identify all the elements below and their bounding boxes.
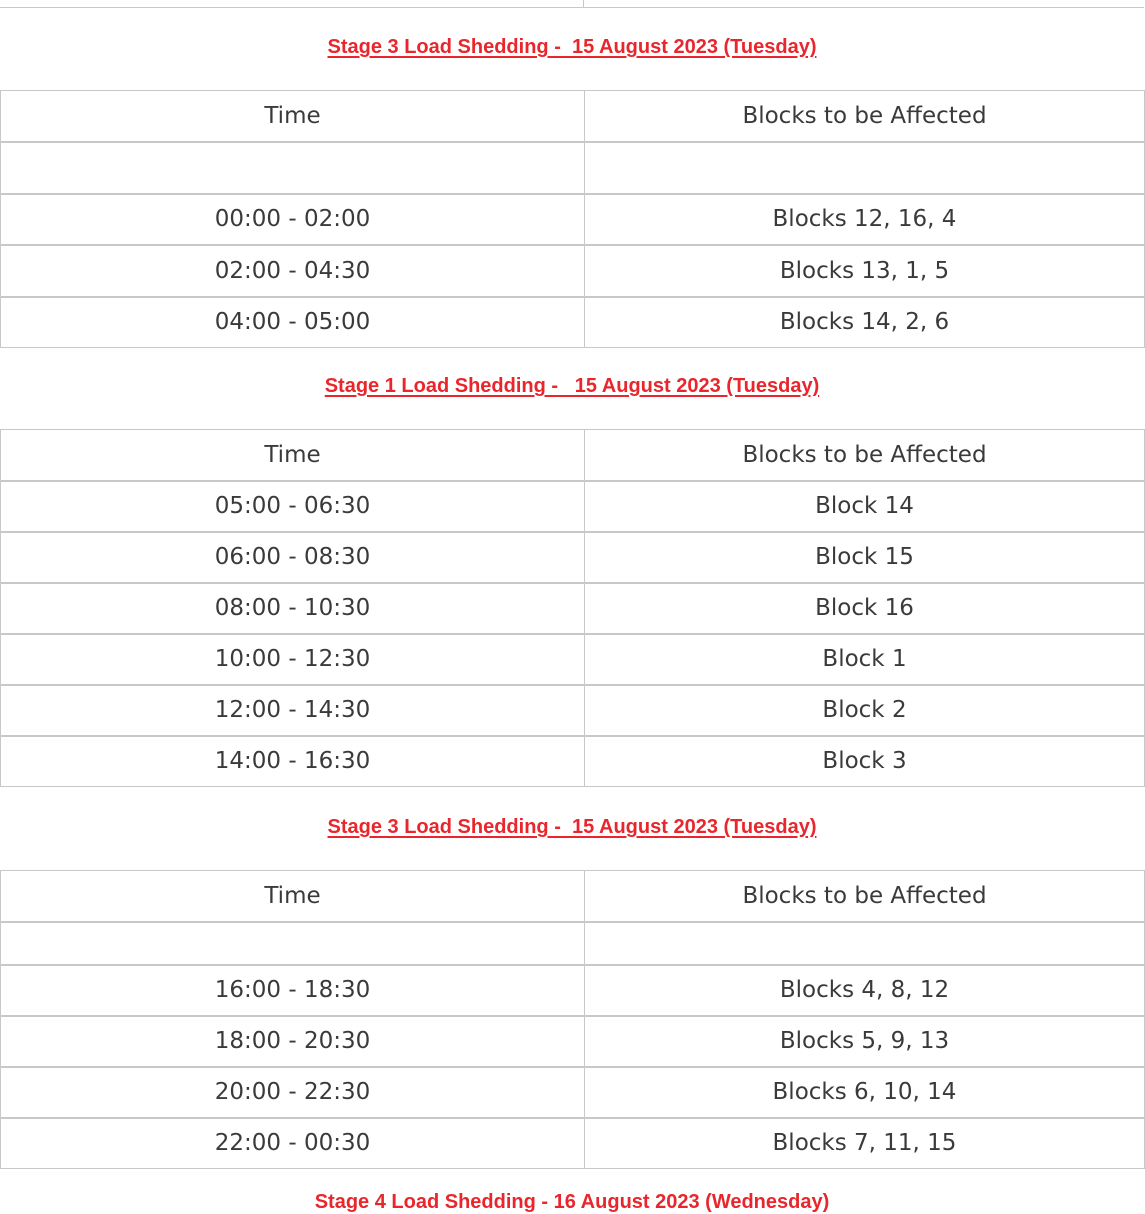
blocks-cell: Block 3 [585, 736, 1145, 787]
table-row [1, 1016, 1145, 1067]
previous-table-bottom [0, 0, 1144, 8]
blocks-cell: Block 2 [585, 685, 1145, 736]
time-cell: 18:00 - 20:30 [1, 1016, 585, 1067]
time-cell: 12:00 - 14:30 [1, 685, 585, 736]
time-cell: 05:00 - 06:30 [1, 481, 585, 532]
blocks-cell: Blocks 4, 8, 12 [585, 965, 1145, 1016]
blocks-cell: Block 14 [585, 481, 1145, 532]
time-cell: 06:00 - 08:30 [1, 532, 585, 583]
table-row [1, 297, 1145, 348]
blocks-cell: Blocks 7, 11, 15 [585, 1118, 1145, 1169]
section-4-heading-text: Stage 4 Load Shedding - 16 August 2023 (Wednesday) [314, 1191, 830, 1213]
table-row [1, 194, 1145, 245]
section-1-table [0, 90, 1145, 348]
table-header-row [1, 871, 1145, 922]
blocks-cell: Blocks 5, 9, 13 [585, 1016, 1145, 1067]
blocks-cell [585, 142, 1145, 194]
time-cell: 14:00 - 16:30 [1, 736, 585, 787]
time-column-header: Time [1, 871, 585, 922]
table-header-row [1, 430, 1145, 481]
table-row [1, 245, 1145, 297]
time-cell: 02:00 - 04:30 [1, 245, 585, 297]
time-cell: 20:00 - 22:30 [1, 1067, 585, 1118]
table-row [1, 736, 1145, 787]
time-column-header: Time [1, 91, 585, 142]
time-cell: 10:00 - 12:30 [1, 634, 585, 685]
table-row [1, 922, 1145, 965]
section-3-heading: Stage 3 Load Shedding - 15 August 2023 (Tuesday) [327, 816, 817, 838]
table-header-row [1, 91, 1145, 142]
time-cell: 08:00 - 10:30 [1, 583, 585, 634]
time-cell: 16:00 - 18:30 [1, 965, 585, 1016]
section-1-heading: Stage 3 Load Shedding - 15 August 2023 (Tuesday) [327, 36, 817, 58]
table-row [1, 532, 1145, 583]
time-cell [1, 142, 585, 194]
table-row [1, 583, 1145, 634]
blocks-column-header: Blocks to be Affected [585, 871, 1145, 922]
table-row [1, 685, 1145, 736]
blocks-cell: Block 1 [585, 634, 1145, 685]
table-row [1, 142, 1145, 194]
time-cell: 22:00 - 00:30 [1, 1118, 585, 1169]
blocks-column-header: Blocks to be Affected [585, 430, 1145, 481]
section-3-table [0, 870, 1145, 1169]
blocks-cell: Blocks 13, 1, 5 [585, 245, 1145, 297]
time-cell: 04:00 - 05:00 [1, 297, 585, 348]
previous-table-divider [583, 0, 584, 8]
time-cell: 00:00 - 02:00 [1, 194, 585, 245]
section-4-heading-partial [0, 1190, 1144, 1213]
time-cell [1, 922, 585, 965]
blocks-cell: Block 16 [585, 583, 1145, 634]
blocks-cell: Blocks 12, 16, 4 [585, 194, 1145, 245]
table-row [1, 1067, 1145, 1118]
blocks-cell: Blocks 14, 2, 6 [585, 297, 1145, 348]
table-row [1, 1118, 1145, 1169]
section-2-heading: Stage 1 Load Shedding - 15 August 2023 (Tuesday) [324, 375, 820, 397]
section-2-table [0, 429, 1145, 787]
table-row [1, 965, 1145, 1016]
table-row [1, 481, 1145, 532]
table-row [1, 634, 1145, 685]
blocks-cell: Block 15 [585, 532, 1145, 583]
time-column-header: Time [1, 430, 585, 481]
blocks-cell [585, 922, 1145, 965]
blocks-column-header: Blocks to be Affected [585, 91, 1145, 142]
blocks-cell: Blocks 6, 10, 14 [585, 1067, 1145, 1118]
